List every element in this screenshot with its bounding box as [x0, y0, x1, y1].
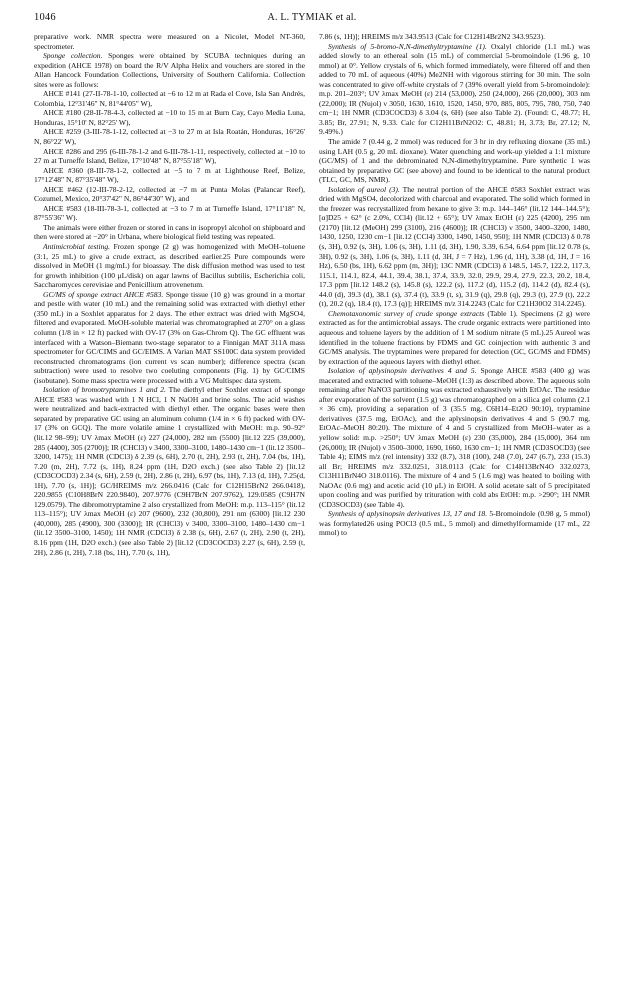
paragraph: [319, 509, 590, 538]
page-header: [34, 12, 590, 28]
paragraph-text: The animals were either frozen or stored in cans in isopropyl alcohol on shipboard and then were stored at −20° in Urbana, where biological field testing was repeated.: [34, 222, 305, 242]
page-number: 1046: [34, 12, 56, 23]
running-title: A. L. TYMIAK et al.: [267, 12, 357, 23]
paragraph-text: Sponges were obtained by SCUBA techniques during an expedition (AHCE 1978) on board the R/V Alpha Helix and vouchers are stored in the Allan Hancock Foundation Collections, University of Southern California. Collection sites were as follows:: [34, 51, 305, 89]
paragraph: [319, 32, 590, 42]
paragraph: [34, 204, 305, 223]
paragraph-text: AHCE #141 (27-II-78-1-10, collected at −6 to 12 m at Rada el Cove, Isla San Andrés, Colombia, 12°31'46" N, 81°44'05" W),: [34, 89, 305, 108]
two-column-body: [34, 32, 590, 997]
paragraph: [319, 366, 590, 509]
paragraph-text: Frozen sponge (2 g) was homogenized with MeOH–toluene (3:1, 25 mL) to give a crude extract, as described earlier.25 Pure compounds were dissolved in MeOH (1 mg/mL) for bioassay. The disk diffusion method was used to test for growth inhibition (100 μL/disk) on agar lawns of Bacillus subtilis, Escherichia coli, Saccharomyces cerevisiae and Penicillium atrovenetum.: [34, 242, 305, 290]
paragraph-heading: Isolation of aplysinopsin derivatives 4 and 5.: [328, 366, 477, 376]
paragraph-text: (Table 1). Specimens (2 g) were extracted as for the antimicrobial assays. The crude organic extracts were partitioned into aqueous and toluene layers by the addition of 1 M sodium nitrate (5 mL).25 Aureol was identified in the toluene fractions by FDMS and GC coinjection with authentic 3 and GC/MS analysis. The tryptamines were prepared for detection (GC, GC/MS and FDMS) by extraction of the aqueous layers with diethyl ether.: [319, 308, 590, 366]
paragraph-text: Sponge AHCE #583 (400 g) was macerated and extracted with toluene–MeOH (1:3) as described above. The aqueous soln remaining after NaNO3 partitioning was extracted exhaustively with EtOAc. The residue after evaporation of the solvent (1.5 g) was chromatographed on a silica gel column (2.1 × 36 cm), providing a separation of 3 (35.5 mg, C6H14–Et2O 90:10), tryptamine derivatives (37.5 mg, EtOAc), and the aplysinopsin derivatives 4 and 5 (90.7 mg, EtOAc–MeOH 80:20). The mixture of 4 and 5 crystallized from MeOH–water as a yellow solid: m.p. >250°; UV λmax MeOH (ε) 230 (35,000), 284 (15,000), 364 nm (26,000); IR (Nujol) ν 3500–3000, 1690, 1660, 1630 cm−1; 1H NMR (CD3SOCD3) (see Table 4); EIMS m/z (rel intensity) 332 (8.7), 318 (100), 248 (7.0), 247 (6.7), 233 (15.3) all Br; HREIMS m/z 332.0251, 318.0113 (Calc for C14H13BrN4O 332.0273, C13H11BrN4O 318.0116). The mixture of 4 and 5 (1.6 mg) was heated to boiling with NaOAc (0.6 mg) and acetic acid (10 μL) in EtOH. A solid acetate salt of 5 precipitated upon cooling and was purified by trituration with cold abs EtOH: m.p. >290°; 1H NMR (CD3SOCD3) (see Table 4).: [319, 366, 590, 509]
paragraph: [34, 108, 305, 127]
paragraph: [319, 309, 590, 366]
paragraph: [34, 223, 305, 242]
paragraph: [319, 42, 590, 137]
paragraph-text: AHCE #583 (18-III-78-3-1, collected at −3 to 7 m at Turneffe Island, 17°11'18" N, 87°55'36" W).: [34, 203, 305, 223]
paragraph-heading: Antimicrobial testing.: [43, 242, 111, 252]
paragraph: [34, 147, 305, 166]
paragraph-text: The diethyl ether Soxhlet extract of sponge AHCE #583 was washed with 1 N HCl, 1 N NaOH and brine solns. The acid washes were neutralized and back-extracted with diethyl ether. The organic bases were then separated by preparative GC using an aluminum column (1/4 in × 6 ft) packed with OV-17 (3% on GCQ). The more volatile amine 1 crystallized with MeOH: m.p. 90–92° (lit.12 98–99); UV λmax MeOH (ε) 227 (24,000), 282 nm (5500) [lit.12 225 (39,000), 285 (4400), 305 (2700)]; IR (CHCl3) ν 3400, 3300–3100, 1480–1430 cm−1 (lit.12 3500–3200, 1475); 1H NMR (CDCl3) δ 2.39 (s, 6H), 2.70 (t, 2H), 2.93 (t, 2H), 7.04 (bs, 1H), 7.20 (m, 2H), 7.72 (s, 1H), 8.24 ppm (1H, D2O exch.) (see also Table 2) [lit.12 (CD3COCD3) 2.34 (s, 6H), 2.59 (t, 2H), 2.86 (t, 2H), 6.97 (bs, 1H), 7.13 (d, 1H), 7.25(d, 1H), 7.70 (s, 1H)]; GC/HREIMS m/z 266.0416 (Calc for C12H15BrN2 266.0418), 220.9855 (C10H8BrN 220.9840), 207.9776 (C9H7BrN 207.9762), 129.0585 (C9H7N 129.0579). The dibromotryptamine 2 also crystallized from MeOH: m.p. 113–115° (lit.12 113–115°); UV λmax MeOH (ε) 207 (9600), 232 (30,800), 291 nm (6300) [lit.12 230 (40,000), 285 (4900), 300 (3300)]; IR (CHCl3) ν 3400, 3300–3100, 1480–1430 cm−1 (lit.12 3500–3100, 1450); 1H NMR (CDCl3) δ 2.38 (s, 6H), 2.67 (t, 2H), 2.90 (t, 2H), 8.16 ppm (1H, D2O exch.) (see also Table 2) [lit.12 (CD3COCD3) 2.27 (s, 6H), 2.59 (t, 2H), 2.86 (t, 2H), 7.18 (bs, 1H), 7.70 (s, 1H),: [34, 385, 305, 557]
paragraph-text: AHCE #462 (12-III-78-2-12, collected at −7 m at Punta Molas (Palancar Reef), Cozumel, Mexico, 20°37'42" N, 86°44'30" W), and: [34, 184, 305, 204]
paragraph-heading: Synthesis of aplysinopsin derivatives 13, 17 and 18.: [328, 509, 488, 519]
paragraph-heading: GC/MS of sponge extract AHCE #583.: [43, 289, 164, 299]
paragraph: [34, 242, 305, 290]
paragraph-text: The amide 7 (0.44 g, 2 mmol) was reduced for 3 hr in dry refluxing dioxane (35 mL) using LAH (0.5 g, 20 mL dioxane). Water quenching and work-up yielded a 1:1 mixture (GC/MS) of 1 and the debrominated N,N-dimethyltryptamine. Pure synthetic 1 was obtained by preparative GC (see above) and found to be identical to the natural product (TLC, GC, MS, NMR).: [319, 137, 590, 185]
paragraph: [34, 290, 305, 385]
paragraph-text: 7.86 (s, 1H)]; HREIMS m/z 343.9513 (Calc for C12H14Br2N2 343.9523).: [319, 32, 545, 41]
paragraph-heading: Isolation of bromotryptamines 1 and 2.: [43, 385, 166, 395]
paragraph: [34, 127, 305, 146]
paragraph-text: AHCE #259 (3-III-78-1-12, collected at −3 to 27 m at Isla Roatán, Honduras, 16°26' N, 86°22' W),: [34, 127, 305, 147]
paragraph-text: AHCE #180 (28-II-78-4-3, collected at −10 to 15 m at Burn Cay, Cayo Media Luna, Honduras, 15°10' N, 82°25' W),: [34, 108, 305, 127]
paragraph-text: AHCE #286 and 295 (6-III-78-1-2 and 6-III-78-1-11, respectively, collected at −10 to 27 m at Turneffe Island, Belize, 17°10'48" N, 87°55'18" W),: [34, 146, 305, 166]
left-column: [34, 32, 305, 997]
paragraph: [34, 51, 305, 89]
right-column: [319, 32, 590, 997]
paragraph-text: AHCE #360 (8-III-78-1-2, collected at −5 to 7 m at Lighthouse Reef, Belize, 17°12'48" N, 87°35'48" W),: [34, 165, 305, 185]
paragraph-text: Oxalyl chloride (1.1 mL) was added slowly to an ethereal soln (15 mL) of commercial 5-bromoindole (1.96 g, 10 mmol) at 0°. Yellow crystals of 6, which formed immediately, were filtered off and then added to 70 mL of aqueous (40%) Me2NH with vigorous stirring for 30 min. The soln was concentrated to give off-white crystals of 7 (39% overall yield from 5-bromoindole): m.p. 201–203°; UV λmax MeOH (ε) 214 (53,000), 250 (24,000), 266 (20,000), 303 nm (22,000); IR (Nujol) ν 3050, 1630, 1610, 1520, 1450, 970, 885, 805, 795, 780, 750, 740 cm−1; 1H NMR (CD3COCD3) δ 3.04 (s, 6H) (see also Table 2). (Found: C, 48.77; H, 3.85; Br, 27.91; N, 9.33. Calc for C12H11BrN2O2: C, 48.81; H, 3.73; Br, 27.12; N, 9.49%.): [319, 41, 590, 137]
paragraph: [319, 185, 590, 309]
paragraph: [34, 166, 305, 185]
paragraph-text: The neutral portion of the AHCE #583 Soxhlet extract was dried with MgSO4, decolorized with charcoal and evaporated. The solid which formed in the freezer was recrystallized from hexane to give 3: m.p. 144–146° (lit.12 144–144.5°); [α]D25 + 62° (c 2.0%, CCl4) (lit.12 + 65°); UV λmax EtOH (ε) 225 (4200), 295 nm (2170) [lit.12 (MeOH) 299 (3100), 216 (4600)]; IR (CHCl3) ν 3500, 3400–3200, 1480, 1430, 1250, 1230 cm−1 [lit.12 (CCl4) 3300, 1490, 1450, 950]; 1H NMR (CDCl3) δ 0.78 (s, 3H), 0.92 (s, 3H), 1.06 (s, 3H), 1.11 (d, 3H), 1.90, 3.39, 6.54, 6.64 ppm [lit.12 0.78 (s, 3H), 0.92 (s, 3H), 1.06 (s, 3H), 1.11 (d, 3H, J = 7 Hz), 1.96 (d, 1H), 3.38 (d, 1H, J = 16 Hz), 6.50 (bs, 1H), 6.62 ppm (m, 3H)]; 13C NMR (CDCl3) δ 148.5, 145.7, 122.2, 117.3, 115.1, 114.1, 82.4, 44.1, 39.4, 38.1, 37.4, 33.9, 32.0, 29.9, 29.4, 27.9, 22.3, 20.2, 18.4, 17.3 ppm [lit.12 148.2 (s), 145.8 (s), 122.2 (s), 117.2 (d), 115.2 (d), 114.2 (d), 82.4 (s), 44.0 (d), 39.3 (d), 38.1 (s), 37.4 (t), 33.9 (t, s), 31.9 (q), 29.8 (q), 29.3 (t), 27.9 (t), 22.2 (t), 20.2 (q), 18.4 (t), 17.3 (q)]; HREIMS m/z 314.2243 (Calc for C21H30O2 314.2245).: [319, 184, 590, 309]
paragraph: [34, 185, 305, 204]
paragraph-heading: Synthesis of 5-bromo-N,N-dimethyltryptamine (1).: [328, 41, 487, 51]
paragraph-heading: Chemotaxonomic survey of crude sponge extracts: [328, 308, 485, 318]
paragraph: [34, 385, 305, 557]
paragraph-heading: Isolation of aureol (3).: [328, 184, 400, 194]
paragraph: [34, 89, 305, 108]
paragraph-text: Sponge tissue (10 g) was ground in a mortar and pestle with water (10 mL) and the remaining solid was extracted with diethyl ether (350 mL) in a Soxhlet apparatus for 2 days. The ether extract was dried with MgSO4, filtered and evaporated. MeOH-soluble material was chromatographed at 270° on a glass column (1/8 in × 12 ft) packed with OV-17 (3% on Gas-Chrom Q). The GC effluent was interfaced with a Watson–Biemann two-stage separator to a Finnigan MAT 311A mass spectrometer for GC/CIMS and GC/EIMS. A Varian MAT SS100C data system provided reconstructed chromatograms (ion current vs scan number); difference spectra (scan subtraction) were used to resolve two coeluting components (Fig. 1) by GC/CIMS (isobutane). Some mass spectra were processed with a VG Multispec data system.: [34, 289, 305, 385]
paragraph-text: preparative work. NMR spectra were measured on a Nicolet, Model NT-360, spectrometer.: [34, 32, 305, 51]
paragraph-text: 5-Bromoindole (0.98 g, 5 mmol) was formylated26 using POCl3 (0.5 mL, 5 mmol) and dimethylformamide (17 mL, 22 mmol) to: [319, 509, 590, 538]
paragraph-heading: Sponge collection.: [43, 51, 103, 61]
paragraph: [34, 32, 305, 51]
paragraph: [319, 137, 590, 185]
